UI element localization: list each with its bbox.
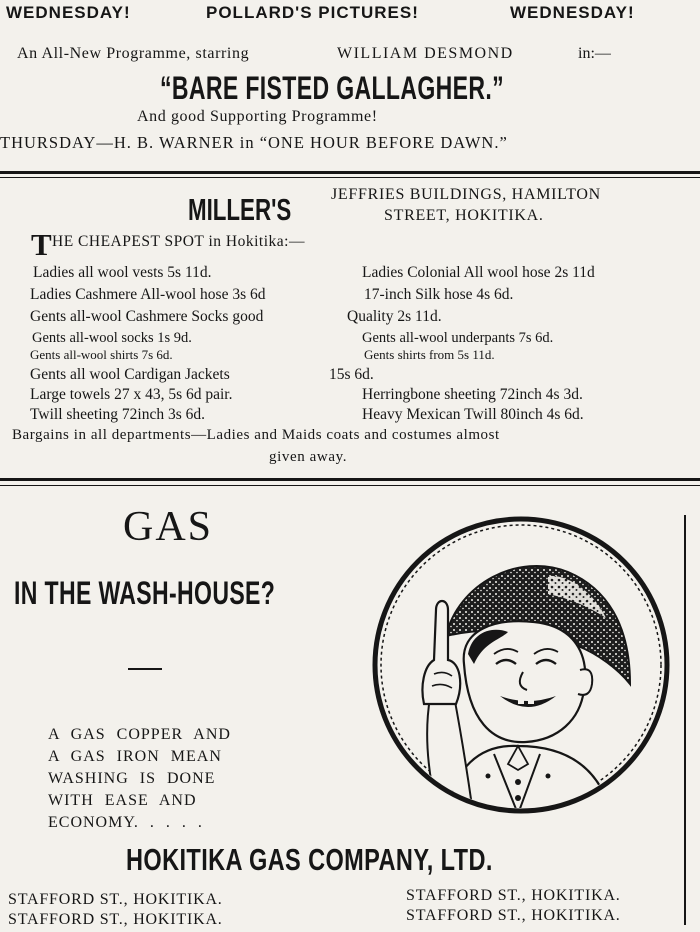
- address-right: STAFFORD ST., HOKITIKA. STAFFORD ST., HOKITIKA.: [406, 887, 621, 924]
- bargains-line-2: given away.: [269, 449, 348, 465]
- millers-intro: HE CHEAPEST SPOT in Hokitika:—: [52, 233, 305, 250]
- gas-subtitle: IN THE WASH-HOUSE?: [14, 575, 276, 611]
- gas-body: A GAS COPPER AND A GAS IRON MEAN WASHING IS DONE WITH EASE AND ECONOMY. . . . .: [48, 726, 231, 831]
- bargains-line: Bargains in all departments—Ladies and Maids coats and costumes almost: [12, 427, 500, 443]
- supporting-line: And good Supporting Programme!: [137, 108, 378, 125]
- gas-man-illustration-icon: [368, 514, 674, 816]
- millers-name: MILLER'S: [188, 192, 292, 227]
- divider-thick: [0, 478, 700, 481]
- programme-suffix: in:—: [578, 45, 611, 62]
- gas-title: GAS: [123, 504, 214, 550]
- millers-address-2: STREET, HOKITIKA.: [384, 207, 544, 224]
- millers-address-1: JEFFRIES BUILDINGS, HAMILTON: [331, 186, 601, 203]
- column-rule: [684, 515, 686, 925]
- header-right: WEDNESDAY!: [510, 3, 635, 22]
- feature-title: “BARE FISTED GALLAGHER.”: [160, 70, 505, 106]
- programme-line: An All-New Programme, starring: [17, 45, 250, 62]
- star-name: WILLIAM DESMOND: [337, 45, 514, 62]
- header-center: POLLARD'S PICTURES!: [206, 3, 419, 22]
- gas-company-name: HOKITIKA GAS COMPANY, LTD.: [126, 842, 493, 877]
- divider-thin: [0, 485, 700, 486]
- header-left: WEDNESDAY!: [6, 3, 131, 22]
- address-left: STAFFORD ST., HOKITIKA. STAFFORD ST., HOKITIKA.: [8, 891, 223, 928]
- thursday-line: THURSDAY—H. B. WARNER in “ONE HOUR BEFORE DAWN.”: [0, 133, 508, 152]
- divider-thick: [0, 171, 700, 174]
- divider-thin: [0, 177, 700, 178]
- short-rule: [128, 668, 162, 670]
- drop-cap: T: [31, 227, 52, 262]
